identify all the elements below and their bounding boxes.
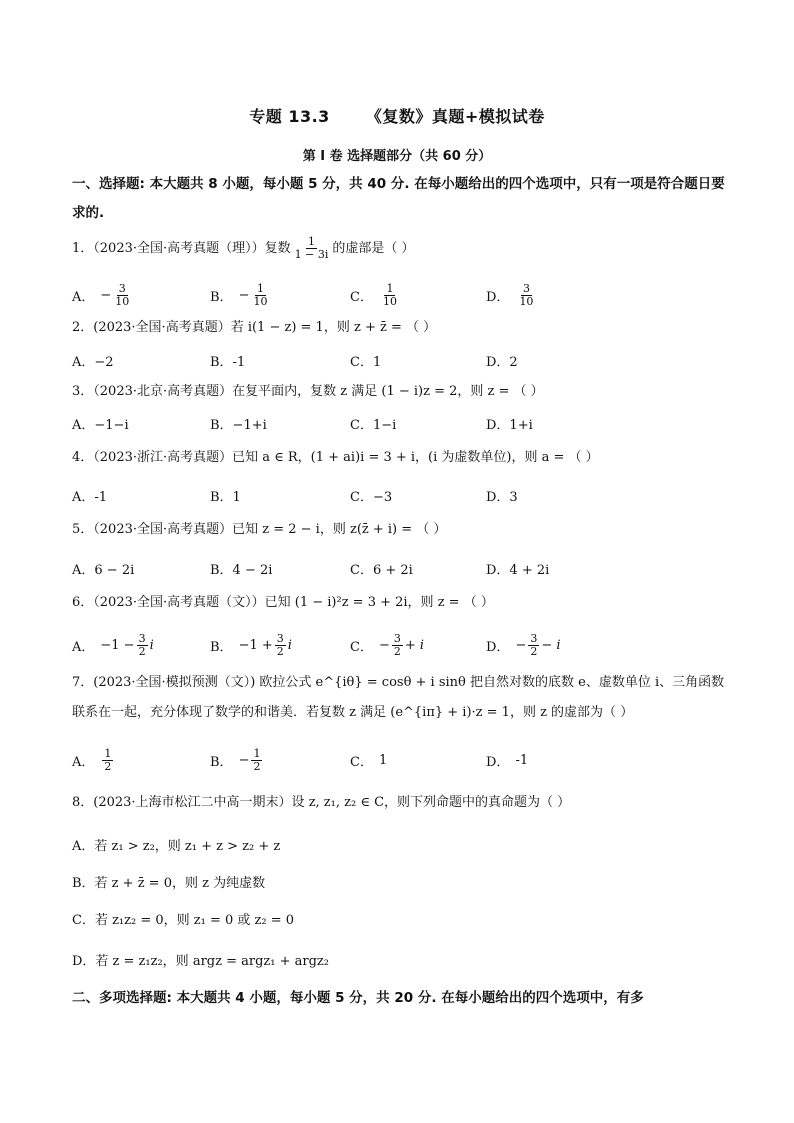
title-number: 专题 13.3 — [249, 107, 330, 126]
q3-option-a[interactable]: A．−1−i — [72, 417, 129, 433]
q1-options — [72, 282, 732, 308]
q2-options — [72, 347, 732, 373]
q1-fraction: $\frac{1}{1 - 3i}$ — [294, 235, 329, 261]
q6-option-d[interactable]: D． − $\frac{3}{2}$ − i — [486, 631, 561, 658]
page-title — [0, 104, 794, 127]
q1-option-b[interactable]: B． − $\frac{1}{10}$ — [210, 281, 268, 308]
q5-options — [72, 555, 732, 581]
q6-option-a[interactable]: A． −1 − $\frac{3}{2}$ i — [72, 631, 154, 658]
q3-option-d[interactable]: D．1+i — [486, 417, 533, 433]
question-4: 4．（2023·浙江·高考真题）已知 a ∈ R，(1 + ai)i = 3 + i，(i 为虚数单位)，则 a = （ ） — [72, 450, 599, 465]
q6-option-c[interactable]: C． − $\frac{3}{2}$ + i — [350, 631, 425, 658]
q4-option-c[interactable]: C．−3 — [350, 489, 393, 505]
title-text: 《复数》真题+模拟试卷 — [365, 107, 545, 126]
q1-option-a[interactable]: A． − $\frac{3}{10}$ — [72, 281, 130, 308]
q7-option-b[interactable]: B． − $\frac{1}{2}$ — [210, 746, 261, 773]
q5-option-c[interactable]: C．6 + 2i — [350, 562, 413, 578]
q3-option-c[interactable]: C．1−i — [350, 417, 397, 433]
section-2-heading: 二、多项选择题: 本大题共 4 小题，每小题 5 分，共 20 分. 在每小题给出的四个选项中，有多 — [72, 990, 644, 1006]
q4-option-b[interactable]: B．1 — [210, 489, 241, 505]
section-1-heading: 一、选择题: 本大题共 8 小题，每小题 5 分，共 40 分. 在每小题给出的四个选项中，只有一项是符合题日要求的. — [72, 176, 725, 221]
question-5: 5．（2023·全国·高考真题）已知 z = 2 − i，则 z(z̄ + i) = （ ） — [72, 522, 447, 537]
question-8: 8．(2023·上海市松江二中高一期末）设 z, z₁, z₂ ∈ C，则下列命题中的真命题为（ ） — [72, 795, 571, 810]
q2-option-c[interactable]: C．1 — [350, 354, 382, 370]
q7-option-c[interactable]: C． 1 — [350, 752, 388, 770]
q8-option-c[interactable]: C．若 z₁z₂ = 0，则 z₁ = 0 或 z₂ = 0 — [72, 913, 295, 928]
q5-option-a[interactable]: A．6 − 2i — [72, 562, 135, 578]
question-2: 2．(2023·全国·高考真题）若 i(1 − z) = 1，则 z + z̄ = （ ） — [72, 320, 437, 335]
page-subtitle: 第 I 卷 选择题部分（共 60 分） — [302, 149, 492, 164]
q4-option-a[interactable]: A．-1 — [72, 489, 108, 505]
q5-option-d[interactable]: D．4 + 2i — [486, 562, 550, 578]
q2-option-d[interactable]: D．2 — [486, 354, 518, 370]
q8-option-a[interactable]: A．若 z₁ > z₂，则 z₁ + z > z₂ + z — [72, 839, 281, 854]
q6-option-b[interactable]: B． −1 + $\frac{3}{2}$ i — [210, 631, 292, 658]
q7-option-a[interactable]: A． $\frac{1}{2}$ — [72, 746, 112, 773]
question-3: 3．（2023·北京·高考真题）在复平面内，复数 z 满足 (1 − i)z = 2，则 z = （ ） — [72, 384, 544, 399]
q8-option-d[interactable]: D．若 z = z₁z₂，则 argz = argz₁ + argz₂ — [72, 954, 329, 969]
q4-option-d[interactable]: D．3 — [486, 489, 518, 505]
q8-option-b[interactable]: B．若 z + z̄ = 0，则 z 为纯虚数 — [72, 876, 266, 891]
q2-option-a[interactable]: A．−2 — [72, 354, 114, 370]
q3-options — [72, 410, 732, 436]
question-1: 1．（2023·全国·高考真题（理））复数 $\frac{1}{1 - 3i}$ 的虚部是（ ） — [72, 235, 415, 261]
q6-options — [72, 632, 732, 658]
q5-option-b[interactable]: B．4 − 2i — [210, 562, 273, 578]
q7-option-d[interactable]: D． -1 — [486, 752, 529, 770]
q7-options — [72, 747, 732, 773]
q1-option-d[interactable]: D． $\frac{3}{10}$ — [486, 281, 534, 308]
q2-option-b[interactable]: B．-1 — [210, 354, 246, 370]
q1-option-c[interactable]: C． $\frac{1}{10}$ — [350, 281, 397, 308]
q3-option-b[interactable]: B．−1+i — [210, 417, 267, 433]
question-7: 7．(2023·全国·模拟预测（文）) 欧拉公式 e^{iθ} = cosθ + i sinθ 把自然对数的底数 e、虚数单位 i、三角函数联系在一起，充分体现了数学的和谐美．若复数 z 满足 (e^{iπ} + i)·z = 1，则 z 的虚部为（ ） — [72, 675, 725, 720]
question-6: 6．（2023·全国·高考真题（文））已知 (1 − i)²z = 3 + 2i，则 z = （ ） — [72, 595, 494, 610]
q4-options — [72, 482, 732, 508]
